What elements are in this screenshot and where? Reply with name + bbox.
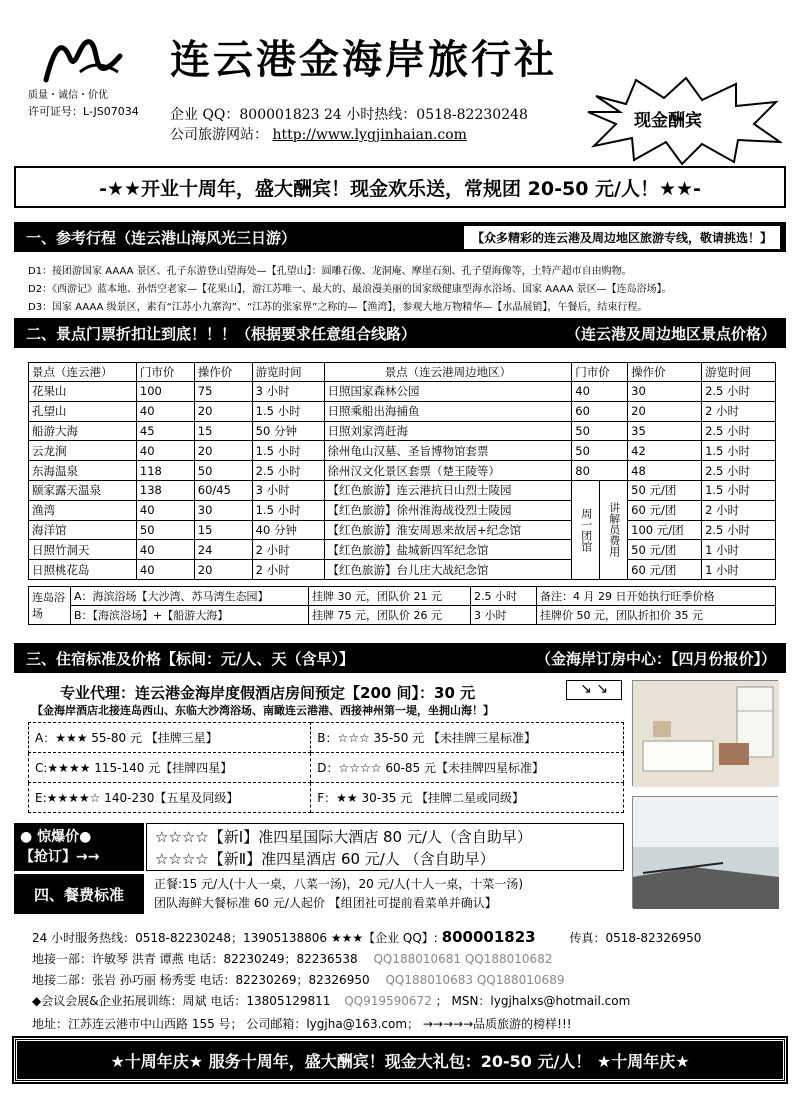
special-offer-1: ☆☆☆☆【新Ⅰ】准四星国际大酒店 80 元/人（含自助早） [155, 828, 532, 846]
table-cell: 35 [628, 421, 702, 441]
table-cell: B：【海滨浴场】+【船游大海】 [71, 606, 309, 625]
badge-text: 现金酬宾 [634, 111, 702, 131]
table-cell: 15 [194, 421, 252, 441]
column-header: 门市价 [572, 363, 628, 382]
hotel-option-e: E:★★★★☆ 140-230【五星及同级】 [29, 783, 311, 813]
table-cell: 渔湾 [29, 500, 137, 520]
island-note-2: 挂牌价 50 元，团队折扣价 35 元 [537, 606, 776, 625]
table-row [29, 382, 776, 402]
table-cell: 【红色旅游】连云港抗日山烈士陵园 [324, 480, 572, 500]
table-cell: 【红色旅游】台儿庄大战纪念馆 [324, 560, 572, 580]
address-line: 地址：江苏连云港市中山西路 155 号； 公司邮箱：lygjha@163.com； →→→→→品质旅游的榜样!!! [32, 1017, 572, 1031]
table-cell: 2 小时 [252, 540, 324, 560]
table-cell: 60/45 [194, 480, 252, 500]
table-cell: 日照乘船出海捕鱼 [324, 401, 572, 421]
table-cell: 24 [194, 540, 252, 560]
table-cell: 50 元/团 [628, 480, 702, 500]
license-number: 许可证号：L-JS07034 [28, 105, 139, 118]
msn-address[interactable]: ； MSN：lygjhalxs@hotmail.com [435, 994, 631, 1008]
table-cell: 孔望山 [29, 401, 137, 421]
table-cell: 日照国家森林公园 [324, 382, 572, 402]
hotel-price-grid [28, 722, 624, 813]
section-note: （连云港及周边地区景点价格） [565, 324, 776, 343]
column-header: 景点（连云港） [29, 363, 137, 382]
table-cell: 50 分钟 [252, 421, 324, 441]
table-cell: 3 小时 [252, 480, 324, 500]
enterprise-qq: 800001823 [441, 928, 536, 946]
table-row [29, 540, 776, 560]
table-cell: 船游大海 [29, 421, 137, 441]
meeting-qq[interactable]: QQ919590672 [344, 994, 432, 1008]
table-cell: 60 元/团 [628, 560, 702, 580]
surprise-label: ● 惊爆价● [20, 829, 92, 845]
column-header: 操作价 [194, 363, 252, 382]
seaside-image [633, 797, 779, 909]
hotel-option-f: F：★★ 30-35 元 【挂牌二星或同级】 [311, 783, 624, 813]
meal-line-1: 正餐:15 元/人(十人一桌，八菜一汤)，20 元/人(十人一桌，十菜一汤) [154, 877, 524, 891]
table-row [29, 723, 624, 753]
table-cell: 挂牌 30 元，团队价 21 元 [309, 587, 471, 606]
book-now-label[interactable]: 【抢订】→→ [20, 849, 100, 865]
table-cell: 徐州汉文化景区套票（楚王陵等） [324, 461, 572, 481]
table-cell: 3 小时 [471, 606, 537, 625]
table-cell: 日照刘家湾赶海 [324, 421, 572, 441]
table-row [29, 421, 776, 441]
table-row [29, 753, 624, 783]
dept-1-qq[interactable]: QQ188010681 QQ188010682 [373, 952, 553, 966]
table-cell: 40 [136, 540, 194, 560]
hotel-option-b: B：☆☆☆ 35-50 元 【未挂牌三星标准】 [311, 723, 624, 753]
surprise-price-box [14, 823, 144, 871]
hotel-option-d: D：☆☆☆☆ 60-85 元【未挂牌四星标准】 [311, 753, 624, 783]
table-row [29, 441, 776, 461]
week-closed-label: 周一团馆 [572, 480, 600, 579]
table-cell: 1 小时 [702, 540, 776, 560]
table-row [29, 500, 776, 520]
island-note-1: 备注：4 月 29 日开始执行旺季价格 [537, 587, 776, 606]
table-cell: 【红色旅游】盐城新四军纪念馆 [324, 540, 572, 560]
website-line [170, 124, 467, 144]
table-cell: 2 小时 [252, 560, 324, 580]
website-label: 公司旅游网站： [170, 127, 268, 143]
table-cell: 东海温泉 [29, 461, 137, 481]
table-cell: 40 [136, 560, 194, 580]
table-cell: 2.5 小时 [702, 421, 776, 441]
dept-2-qq[interactable]: QQ188010683 QQ188010689 [385, 973, 565, 987]
column-header: 门市价 [136, 363, 194, 382]
table-cell: 云龙涧 [29, 441, 137, 461]
table-row [29, 587, 776, 606]
section-note: （金海岸订房中心：【四月份报价】） [535, 649, 776, 668]
hotline-line [32, 928, 701, 946]
table-row [29, 560, 776, 580]
hotel-room-photo [632, 680, 778, 786]
table-row [29, 520, 776, 540]
ticket-price-table [28, 362, 776, 580]
section-tickets-bar [14, 318, 786, 348]
table-cell: 2.5 小时 [252, 461, 324, 481]
island-label: 连岛浴场 [29, 587, 71, 625]
table-cell: 1.5 小时 [702, 441, 776, 461]
table-cell: 2.5 小时 [702, 461, 776, 481]
table-cell: 80 [572, 461, 628, 481]
table-cell: 1 小时 [702, 560, 776, 580]
table-cell: 75 [194, 382, 252, 402]
table-cell: 100 [136, 382, 194, 402]
column-header: 游览时间 [702, 363, 776, 382]
table-row [29, 480, 776, 500]
seaside-photo [632, 796, 778, 908]
table-row [29, 461, 776, 481]
table-cell: 20 [194, 441, 252, 461]
meeting-line [32, 992, 630, 1009]
slogan: 质量・诚信・价优 [28, 90, 108, 101]
table-cell: 日照桃花岛 [29, 560, 137, 580]
table-cell: 50 [136, 520, 194, 540]
table-cell: 20 [194, 401, 252, 421]
table-cell: 40 [136, 401, 194, 421]
meal-standards [146, 874, 624, 914]
hotel-address: 【金海岸酒店北接连岛西山、东临大沙湾浴场、南瞰连云港港、西接神州第一堤，坐拥山海！】 [32, 704, 494, 717]
table-cell: A：海滨浴场【大沙湾、苏马湾生态园】 [71, 587, 309, 606]
table-cell: 挂牌 75 元，团队价 26 元 [309, 606, 471, 625]
dept-2-text: 地接二部：张岩 孙巧丽 杨秀雯 电话：82230269；82326950 [32, 973, 370, 987]
company-logo [40, 28, 124, 88]
section-itinerary-bar [14, 222, 786, 252]
footer-banner: ★十周年庆★ 服务十周年，盛大酬宾！现金大礼包：20-50 元/人！ ★十周年庆★ [14, 1038, 786, 1082]
hotel-option-c: C:★★★★ 115-140 元【挂牌四星】 [29, 753, 311, 783]
table-cell: 2 小时 [702, 401, 776, 421]
table-row [29, 401, 776, 421]
table-cell: 颐家露天温泉 [29, 480, 137, 500]
table-cell: 花果山 [29, 382, 137, 402]
table-cell: 40 [136, 441, 194, 461]
table-row [29, 783, 624, 813]
island-beach-table [28, 586, 776, 625]
table-cell: 30 [628, 382, 702, 402]
itinerary-day-2: D2：《西游记》蓝本地、孙悟空老家—【花果山】，游江苏唯一、最大的、最浪漫美丽的国家级健康型海水浴场、国家 AAAA 景区—【连岛浴场】。 [28, 284, 672, 295]
table-cell: 50 [572, 421, 628, 441]
hotel-option-a: A：★★★ 55-80 元 【挂牌三星】 [29, 723, 311, 753]
section-title: 二、景点门票折扣让到底！！！（根据要求任意组合线路） [26, 324, 417, 343]
table-cell: 100 元/团 [628, 520, 702, 540]
table-cell: 15 [194, 520, 252, 540]
table-cell: 2.5 小时 [702, 382, 776, 402]
table-cell: 【红色旅游】徐州淮海战役烈士陵园 [324, 500, 572, 520]
arrow-icon: ↘ ↘ [566, 680, 622, 700]
table-row [29, 606, 776, 625]
table-cell: 42 [628, 441, 702, 461]
contact-qq-hotline: 企业 QQ：800001823 24 小时热线：0518-82230248 [170, 107, 528, 123]
table-cell: 50 [572, 441, 628, 461]
table-cell: 海洋馆 [29, 520, 137, 540]
hotline-text: 24 小时服务热线：0518-82230248；13905138806 ★★★【企业 QQ】: [32, 931, 438, 945]
table-cell: 1.5 小时 [252, 500, 324, 520]
table-cell: 1.5 小时 [252, 401, 324, 421]
table-cell: 3 小时 [252, 382, 324, 402]
column-header: 景点（连云港周边地区） [324, 363, 572, 382]
section-title: 一、参考行程 [26, 228, 117, 247]
table-cell: 1.5 小时 [252, 441, 324, 461]
table-cell: 45 [136, 421, 194, 441]
table-cell: 138 [136, 480, 194, 500]
guide-fee-label: 讲解员费用 [600, 480, 628, 579]
table-cell: 60 元/团 [628, 500, 702, 520]
table-cell: 50 [194, 461, 252, 481]
section-tag: （连云港山海风光三日游） [116, 228, 297, 247]
itinerary-day-1: D1：接团游国家 AAAA 景区、孔子东游登山望海处—【孔望山】：圆雕石像、龙洞庵、摩崖石刻、孔子望海像等，土特产超市自由购物。 [28, 266, 632, 277]
section-tag: 【标间：元/人、天（含早）】 [161, 649, 354, 668]
agent-line: 专业代理：连云港金海岸度假酒店房间预定【200 间】：30 元 [60, 684, 476, 702]
table-header-row [29, 363, 776, 382]
hotel-room-image [633, 681, 779, 787]
website-link[interactable]: http://www.lygjinhaian.com [272, 127, 467, 143]
table-cell: 48 [628, 461, 702, 481]
meal-line-2: 团队海鲜大餐标准 60 元/人起价 【组团社可提前看菜单并确认】 [154, 896, 497, 910]
table-cell: 30 [194, 500, 252, 520]
dept-2-line [32, 971, 564, 988]
table-cell: 50 元/团 [628, 540, 702, 560]
table-cell: 【红色旅游】淮安周恩来故居+纪念馆 [324, 520, 572, 540]
special-offers [146, 823, 624, 871]
table-cell: 日照竹洞天 [29, 540, 137, 560]
special-offer-2: ☆☆☆☆【新Ⅱ】准四星酒店 60 元/人 （含自助早） [155, 850, 495, 868]
table-cell: 60 [572, 401, 628, 421]
section-note: 【众多精彩的连云港及周边地区旅游专线，敬请挑选！】 [464, 226, 780, 249]
table-cell: 40 分钟 [252, 520, 324, 540]
fax-number: 传真：0518-82326950 [569, 931, 702, 945]
itinerary-day-3: D3：国家 AAAA 级景区，素有“江苏小九寨沟”、“江苏的张家界”之称的—【渔湾】，参观大地万物精华—【水晶展销】，午餐后，结束行程。 [28, 302, 648, 313]
table-cell: 118 [136, 461, 194, 481]
table-cell: 2 小时 [702, 500, 776, 520]
dept-1-text: 地接一部：许敏琴 洪青 谭燕 电话：82230249；82236538 [32, 952, 358, 966]
meal-section-title: 四、餐费标准 [14, 874, 144, 914]
table-cell: 1.5 小时 [702, 480, 776, 500]
table-cell: 2.5 小时 [471, 587, 537, 606]
section-lodging-bar [14, 643, 786, 673]
column-header: 操作价 [628, 363, 702, 382]
table-cell: 徐州龟山汉墓、圣旨博物馆套票 [324, 441, 572, 461]
column-header: 游览时间 [252, 363, 324, 382]
promo-banner: -★★开业十周年，盛大酬宾！现金欢乐送，常规团 20-50 元/人！★★- [14, 166, 786, 208]
table-cell: 2.5 小时 [702, 520, 776, 540]
dept-1-line [32, 950, 552, 967]
table-cell: 20 [194, 560, 252, 580]
table-cell: 20 [628, 401, 702, 421]
section-title: 三、住宿标准及价格 [26, 649, 162, 668]
page-title: 连云港金海岸旅行社 [170, 37, 557, 83]
meeting-text: ◆会议会展&企业拓展训练：周斌 电话：13805129811 [32, 994, 331, 1008]
table-cell: 40 [572, 382, 628, 402]
table-cell: 40 [136, 500, 194, 520]
